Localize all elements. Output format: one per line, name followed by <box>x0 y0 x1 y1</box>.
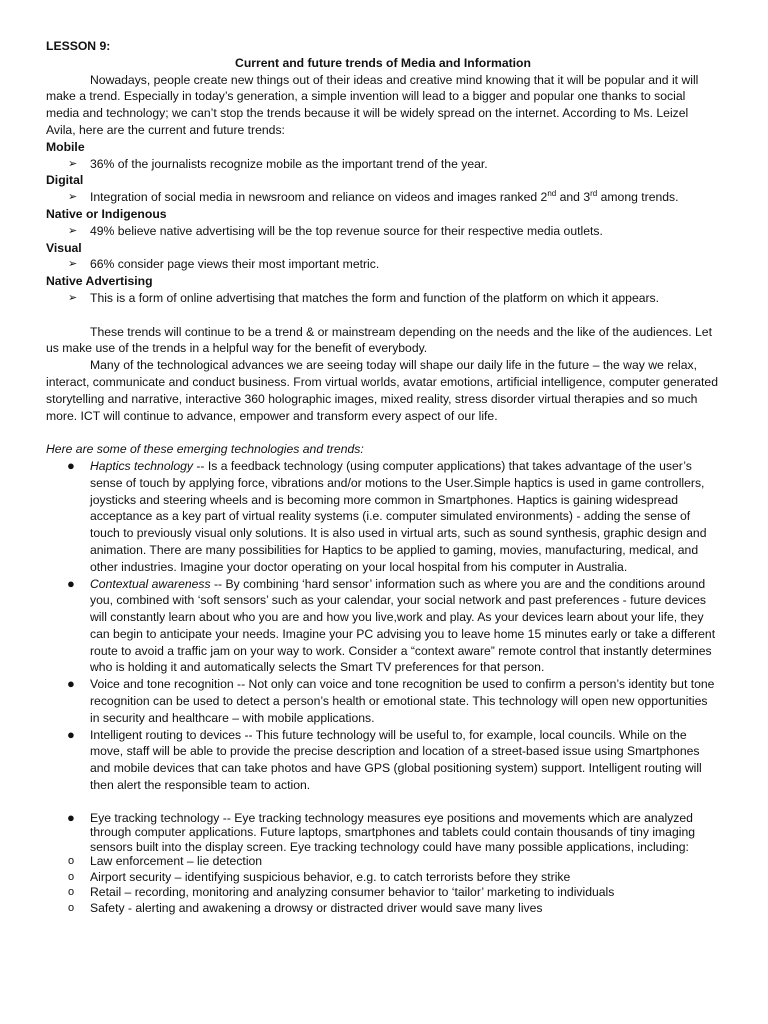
trend-text-native-advertising: This is a form of online advertising that matches the form and function of the platform on which it appears. <box>90 290 660 305</box>
trend-text-digital-c: among trends. <box>597 190 679 205</box>
list-item-eye-tracking <box>46 811 720 855</box>
arrow-bullet-icon: ➢ <box>68 291 78 304</box>
list-item-routing <box>46 727 720 794</box>
text-contextual: -- By combining ‘hard sensor’ information such as where you are and the conditions around you, combined with ‘soft sensors’ such as your calendar, your social network and past preferences - future devices will constantly learn about who you are and how you live,work and play. As your devices learn about your life, they can begin to anticipate your needs. Imagine your PC advising you to leave home 15 minutes early or take a different route to avoid a traffic jam on your way to work. Consider a “context aware” remote control that instantly determines who is holding it and automatically selects the Smart TV preferences for that person. <box>90 576 716 675</box>
trend-text-digital-a: Integration of social media in newsroom and reliance on videos and images ranked 2 <box>90 190 548 205</box>
trend-item-native <box>46 223 720 240</box>
term-haptics: Haptics technology <box>90 458 193 473</box>
arrow-bullet-icon: ➢ <box>68 224 78 237</box>
heading-visual: Visual <box>46 240 82 255</box>
heading-digital: Digital <box>46 173 84 188</box>
superscript-rd: rd <box>590 189 598 199</box>
term-contextual: Contextual awareness <box>90 576 211 591</box>
trend-item-mobile <box>46 156 720 173</box>
document-body <box>46 38 720 916</box>
bullet-icon: ● <box>67 809 75 825</box>
intro-paragraph: Nowadays, people create new things out of their ideas and creative mind knowing that it will be popular and it will make a trend. Especially in today’s generation, a simple invention will lead to a bigger and popular one thanks to social media and technology; we can’t stop the trends because it will be widely spread on the internet. According to Ms. Leizel Avila, here are the current and future trends: <box>46 72 699 137</box>
trend-item-native-advertising <box>46 290 720 307</box>
heading-native: Native or Indigenous <box>46 206 167 221</box>
arrow-bullet-icon: ➢ <box>68 157 78 170</box>
application-text: Safety - alerting and awakening a drowsy or distracted driver would save many lives <box>90 900 543 915</box>
arrow-bullet-icon: ➢ <box>68 258 78 271</box>
list-item-haptics <box>46 458 720 576</box>
bullet-icon: ● <box>67 575 75 591</box>
application-item <box>46 870 720 885</box>
trend-text-mobile: 36% of the journalists recognize mobile as the important trend of the year. <box>90 156 488 171</box>
arrow-bullet-icon: ➢ <box>68 191 78 204</box>
application-item <box>46 885 720 900</box>
bullet-icon: ● <box>67 726 75 742</box>
application-text: Retail – recording, monitoring and analyzing consumer behavior to ‘tailor’ marketing to individuals <box>90 885 615 900</box>
application-text: Law enforcement – lie detection <box>90 854 263 869</box>
trend-text-native: 49% believe native advertising will be the top revenue source for their respective media outlets. <box>90 223 603 238</box>
emerging-heading: Here are some of these emerging technologies and trends: <box>46 442 364 457</box>
text-voice: Voice and tone recognition -- Not only can voice and tone recognition be used to confirm a person’s identity but tone recognition can be used to detect a person’s health or emotional state. This technology will open new opportunities in security and healthcare – with mobile applications. <box>90 677 715 725</box>
bullet-icon: ● <box>67 457 75 473</box>
document-title: Current and future trends of Media and Information <box>235 55 531 70</box>
spacer <box>46 307 720 324</box>
lesson-label: LESSON 9: <box>46 39 111 53</box>
circle-bullet-icon: o <box>68 901 75 914</box>
text-haptics: -- Is a feedback technology (using computer applications) that takes advantage of the user’s sense of touch by applying force, vibrations and/or motions to the User.Simple haptics is used in game controllers, joysticks and steering wheels and is becoming more common in Smartphones. Haptics is gaining widespread acceptance as a key part of virtual reality systems (i.e. computer simulated environments) - adding the sense of touch to previously visual only solutions. It is also used in virtual arts, such as sound synthesis, graphic design and animation. There are many possibilities for Haptics to be applied to gaming, movies, manufacturing, medical, and other industries. Imagine your doctor operating on your local hospital from his computer in Australia. <box>90 458 707 574</box>
application-item <box>46 901 720 916</box>
trend-item-digital <box>46 189 720 206</box>
text-routing: Intelligent routing to devices -- This future technology will be useful to, for example, local councils. While on the move, staff will be able to provide the precise description and location of a street-based issue using Smartphones and mobile devices that can take photos and have GPS (global positioning system) support. Intelligent routing will then alert the responsible team to action. <box>90 727 702 793</box>
superscript-nd: nd <box>547 189 557 199</box>
trend-text-visual: 66% consider page views their most important metric. <box>90 257 380 272</box>
list-item-contextual <box>46 576 720 677</box>
spacer <box>46 794 720 811</box>
application-item <box>46 854 720 869</box>
trend-item-visual <box>46 256 720 273</box>
spacer <box>46 424 720 441</box>
bullet-icon: ● <box>67 676 75 692</box>
circle-bullet-icon: o <box>68 870 75 883</box>
circle-bullet-icon: o <box>68 855 75 868</box>
application-text: Airport security – identifying suspicious behavior, e.g. to catch terrorists before they strike <box>90 869 571 884</box>
trend-text-digital-b: and 3 <box>556 190 591 205</box>
circle-bullet-icon: o <box>68 886 75 899</box>
technology-paragraph: Many of the technological advances we are seeing today will shape our daily life in the future – the way we relax, interact, communicate and conduct business. From virtual worlds, avatar emotions, artificial intelligence, computer generated storytelling and narrative, interactive 360 holographic images, mixed reality, stress disorder virtual therapies and so much more. ICT will continue to advance, empower and transform every aspect of our life. <box>46 358 718 423</box>
emerging-list <box>46 458 720 794</box>
heading-native-advertising: Native Advertising <box>46 274 153 289</box>
text-eye-tracking: Eye tracking technology -- Eye tracking technology measures eye positions and movements which are analyzed through computer applications. Future laptops, smartphones and tablets could contain thousands of tiny imaging sensors built into the display screen. Eye tracking technology could have many possible applications, including: <box>90 810 696 854</box>
list-item-voice <box>46 676 720 726</box>
heading-mobile: Mobile <box>46 139 85 154</box>
trends-paragraph: These trends will continue to be a trend & or mainstream depending on the needs and the like of the audiences. Let us make use of the trends in a helpful way for the benefit of everybody. <box>46 324 712 356</box>
